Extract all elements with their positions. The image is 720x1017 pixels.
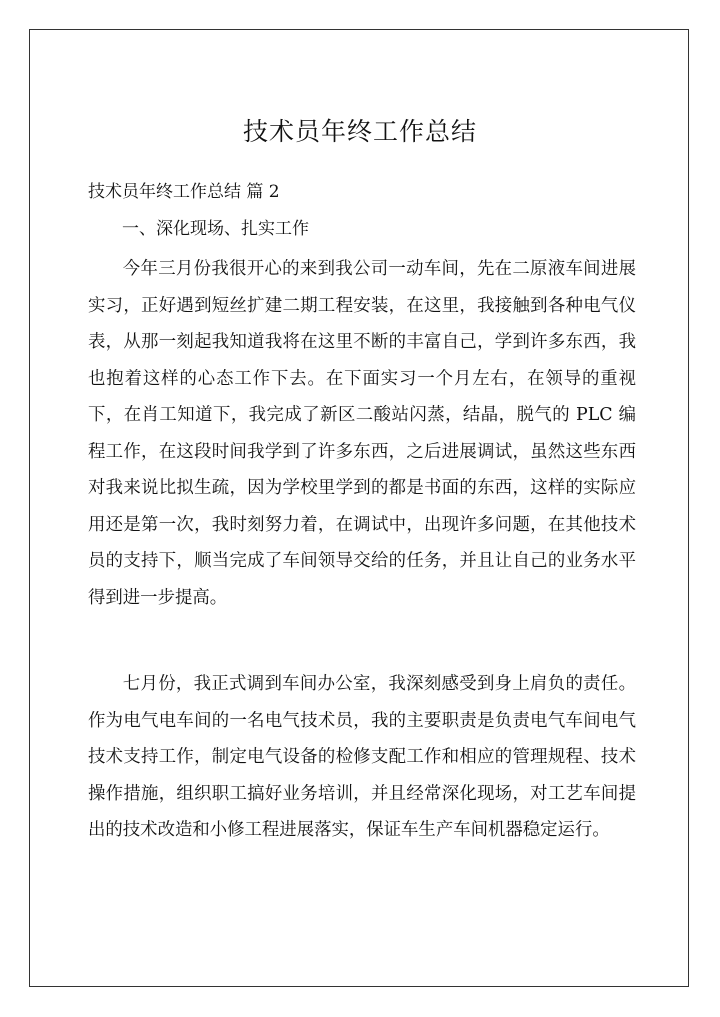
document-title: 技术员年终工作总结 — [242, 117, 477, 146]
section-heading: 一、深化现场、扎实工作 — [122, 219, 309, 239]
document-subtitle: 技术员年终工作总结 篇 2 — [88, 182, 280, 202]
body-paragraph-2: 七月份，我正式调到车间办公室，我深刻感受到身上肩负的责任。作为电气电车间的一名电气技术员，我的主要职责是负责电气车间电气技术支持工作，制定电气设备的检修支配工作和相应的管理规程、技术操作措施，组织职工搞好业务培训，并且经常深化现场，对工艺车间提出的技术改造和小修工程进展落实，保证车生产车间机器稳定运行。 — [88, 674, 636, 840]
body-paragraph-1: 今年三月份我很开心的来到我公司一动车间，先在二原液车间进展实习，正好遇到短丝扩建二期工程安装，在这里，我接触到各种电气仪表，从那一刻起我知道我将在这里不断的丰富自己，学到许多东西，我也抱着这样的心态工作下去。在下面实习一个月左右，在领导的重视下，在肖工知道下，我完成了新区二酸站闪蒸，结晶，脱气的 PLC 编程工作，在这段时间我学到了许多东西，之后进展调试，虽然这些东西对我来说比拟生疏，因为学校里学到的都是书面的东西，这样的实际应用还是第一次，我时刻努力着，在调试中，出现许多问题，在其他技术员的支持下，顺当完成了车间领导交给的任务，并且让自己的业务水平得到进一步提高。 — [88, 259, 636, 608]
